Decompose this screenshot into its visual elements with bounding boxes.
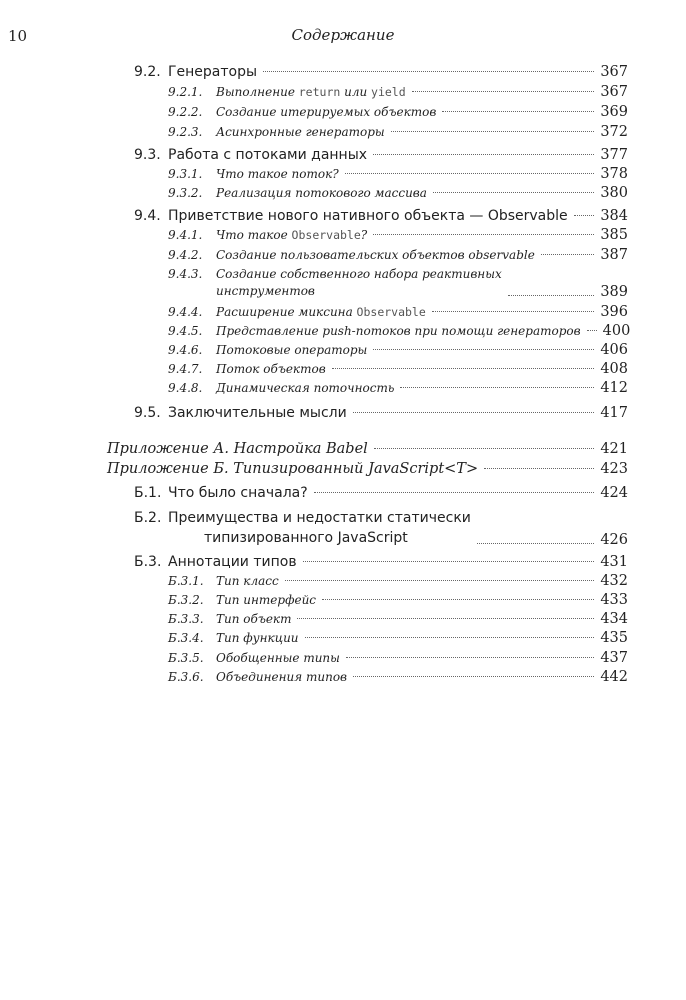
dot-leader xyxy=(432,311,595,312)
toc-entry[interactable] xyxy=(134,64,628,80)
toc-entry[interactable] xyxy=(134,405,628,421)
entry-page: 417 xyxy=(600,405,628,421)
toc-entry-appendix[interactable] xyxy=(107,441,628,457)
entry-title: Асинхронные генераторы xyxy=(216,125,385,139)
entry-number: 9.2.1. xyxy=(168,85,203,99)
toc-entry[interactable] xyxy=(168,611,628,627)
entry-page: 435 xyxy=(600,630,628,646)
entry-title: Приветствие нового нативного объекта — Observable xyxy=(168,208,568,224)
toc-entry[interactable] xyxy=(134,147,628,163)
entry-number: Б.3.5. xyxy=(168,651,204,665)
entry-number: 9.4.3. xyxy=(168,267,203,281)
entry-title: Объединения типов xyxy=(216,670,348,684)
dot-leader xyxy=(346,657,594,658)
entry-title: Поток объектов xyxy=(216,362,326,376)
entry-title: Тип интерфейс xyxy=(216,593,317,607)
entry-title: Выполнение return или yield xyxy=(216,85,406,99)
toc-entry[interactable] xyxy=(134,508,628,548)
entry-number: 9.3. xyxy=(134,147,161,163)
entry-page: 421 xyxy=(600,441,628,457)
toc-entry[interactable] xyxy=(168,342,628,358)
toc-entry[interactable] xyxy=(134,554,628,570)
entry-title: Тип объект xyxy=(216,612,292,626)
toc-entry[interactable] xyxy=(168,304,628,320)
toc-entry[interactable] xyxy=(134,485,628,501)
toc-entry-appendix[interactable] xyxy=(107,461,628,477)
entry-title: Работа с потоками данных xyxy=(168,147,368,163)
entry-number: 9.4.6. xyxy=(168,343,203,357)
dot-leader xyxy=(587,330,597,331)
entry-title: Генераторы xyxy=(168,64,258,80)
entry-number: 9.4.7. xyxy=(168,362,203,376)
dot-leader xyxy=(353,676,594,677)
entry-page: 437 xyxy=(600,650,628,666)
entry-page: 396 xyxy=(600,304,628,320)
dot-leader xyxy=(263,71,594,72)
entry-number: Б.3.2. xyxy=(168,593,204,607)
entry-title: Аннотации типов xyxy=(168,554,297,570)
toc-entry[interactable] xyxy=(168,323,631,339)
dot-leader xyxy=(285,580,595,581)
entry-page: 423 xyxy=(600,461,628,477)
entry-page: 433 xyxy=(600,592,628,608)
dot-leader xyxy=(303,561,595,562)
entry-page: 406 xyxy=(600,342,628,358)
entry-page: 400 xyxy=(602,323,631,339)
entry-page: 384 xyxy=(600,208,628,224)
toc-entry[interactable] xyxy=(168,124,628,140)
dot-leader xyxy=(373,349,594,350)
dot-leader xyxy=(353,412,595,413)
code-text: return xyxy=(298,85,341,99)
entry-title: Приложение Б. Типизированный JavaScript<T> xyxy=(107,461,479,477)
entry-number: 9.4. xyxy=(134,208,161,224)
toc-entry[interactable] xyxy=(168,669,628,685)
entry-page: 442 xyxy=(600,669,628,685)
entry-page: 367 xyxy=(600,64,628,80)
entry-number: Б.3.1. xyxy=(168,574,204,588)
entry-page: 380 xyxy=(600,185,628,201)
entry-title: Создание собственного набора реактивных инструментов xyxy=(216,267,502,298)
entry-page: 408 xyxy=(600,361,628,377)
toc-entry[interactable] xyxy=(168,361,628,377)
dot-leader xyxy=(297,618,594,619)
toc-entry[interactable] xyxy=(168,266,628,300)
dot-leader xyxy=(412,91,595,92)
dot-leader xyxy=(322,599,594,600)
code-text: Observable xyxy=(356,305,426,319)
code-text: Observable xyxy=(291,228,361,242)
entry-title: Что такое Observable? xyxy=(216,228,368,242)
code-text: yield xyxy=(371,85,406,99)
toc-entry[interactable] xyxy=(168,185,628,201)
entry-title: Расширение миксина Observable xyxy=(216,305,426,319)
dot-leader xyxy=(508,295,595,296)
running-title: Содержание xyxy=(291,26,395,44)
toc-entry[interactable] xyxy=(168,227,628,243)
page-number: 10 xyxy=(8,27,28,45)
entry-number: 9.4.8. xyxy=(168,381,203,395)
dot-leader xyxy=(373,234,594,235)
entry-number: 9.3.2. xyxy=(168,186,203,200)
entry-title: Тип класс xyxy=(216,574,279,588)
entry-title: Заключительные мысли xyxy=(168,405,347,421)
entry-number: Б.3. xyxy=(134,554,162,570)
entry-page: 385 xyxy=(600,227,628,243)
entry-number: 9.2.2. xyxy=(168,105,203,119)
toc-entry[interactable] xyxy=(168,247,628,263)
entry-page: 372 xyxy=(600,124,628,140)
entry-number: 9.4.1. xyxy=(168,228,203,242)
entry-title: Обобщенные типы xyxy=(216,651,340,665)
dot-leader xyxy=(345,173,595,174)
dot-leader xyxy=(332,368,595,369)
entry-title: Реализация потокового массива xyxy=(216,186,427,200)
entry-title: Представление push-потоков при помощи генераторов xyxy=(216,324,581,338)
entry-number: Б.2. xyxy=(134,510,162,526)
entry-page: 387 xyxy=(600,247,628,263)
dot-leader xyxy=(574,215,595,216)
entry-title: Приложение А. Настройка Babel xyxy=(107,441,368,457)
toc-entry[interactable] xyxy=(168,166,628,182)
entry-number: 9.2.3. xyxy=(168,125,203,139)
toc-entry[interactable] xyxy=(168,650,628,666)
entry-number: 9.2. xyxy=(134,64,161,80)
dot-leader xyxy=(541,254,594,255)
entry-number: 9.4.2. xyxy=(168,248,203,262)
entry-title: Создание итерируемых объектов xyxy=(216,105,437,119)
dot-leader xyxy=(314,492,595,493)
entry-page: 377 xyxy=(600,147,628,163)
entry-page: 434 xyxy=(600,611,628,627)
entry-page: 369 xyxy=(600,104,628,120)
dot-leader xyxy=(442,111,594,112)
entry-title: Преимущества и недостатки статически типизированного JavaScript xyxy=(168,510,471,546)
entry-number: Б.3.6. xyxy=(168,670,204,684)
dot-leader xyxy=(484,468,594,469)
entry-page: 378 xyxy=(600,166,628,182)
dot-leader xyxy=(391,131,595,132)
entry-number: Б.1. xyxy=(134,485,162,501)
toc-entry[interactable] xyxy=(168,592,628,608)
entry-title: Что такое поток? xyxy=(216,167,339,181)
entry-page: 426 xyxy=(600,532,628,548)
entry-title: Потоковые операторы xyxy=(216,343,368,357)
entry-number: Б.3.4. xyxy=(168,631,204,645)
entry-title: Тип функции xyxy=(216,631,299,645)
dot-leader xyxy=(305,637,595,638)
entry-page: 412 xyxy=(600,380,628,396)
entry-number: 9.4.4. xyxy=(168,305,203,319)
dot-leader xyxy=(477,543,594,544)
entry-number: Б.3.3. xyxy=(168,612,204,626)
toc-entry[interactable] xyxy=(134,208,628,224)
entry-number: 9.4.5. xyxy=(168,324,203,338)
toc-entry[interactable] xyxy=(168,573,628,589)
entry-title: Что было сначала? xyxy=(168,485,308,501)
entry-page: 367 xyxy=(600,84,628,100)
entry-page: 424 xyxy=(600,485,628,501)
entry-number: 9.3.1. xyxy=(168,167,203,181)
entry-title: Динамическая поточность xyxy=(216,381,395,395)
toc-entry[interactable] xyxy=(168,104,628,120)
dot-leader xyxy=(373,154,594,155)
toc-entry[interactable] xyxy=(168,380,628,396)
toc-entry[interactable] xyxy=(168,84,628,100)
dot-leader xyxy=(433,192,594,193)
entry-page: 431 xyxy=(600,554,628,570)
dot-leader xyxy=(400,387,594,388)
entry-page: 389 xyxy=(600,284,628,300)
dot-leader xyxy=(374,448,595,449)
entry-number: 9.5. xyxy=(134,405,161,421)
entry-page: 432 xyxy=(600,573,628,589)
entry-title: Создание пользовательских объектов observable xyxy=(216,248,535,262)
toc-entry[interactable] xyxy=(168,630,628,646)
